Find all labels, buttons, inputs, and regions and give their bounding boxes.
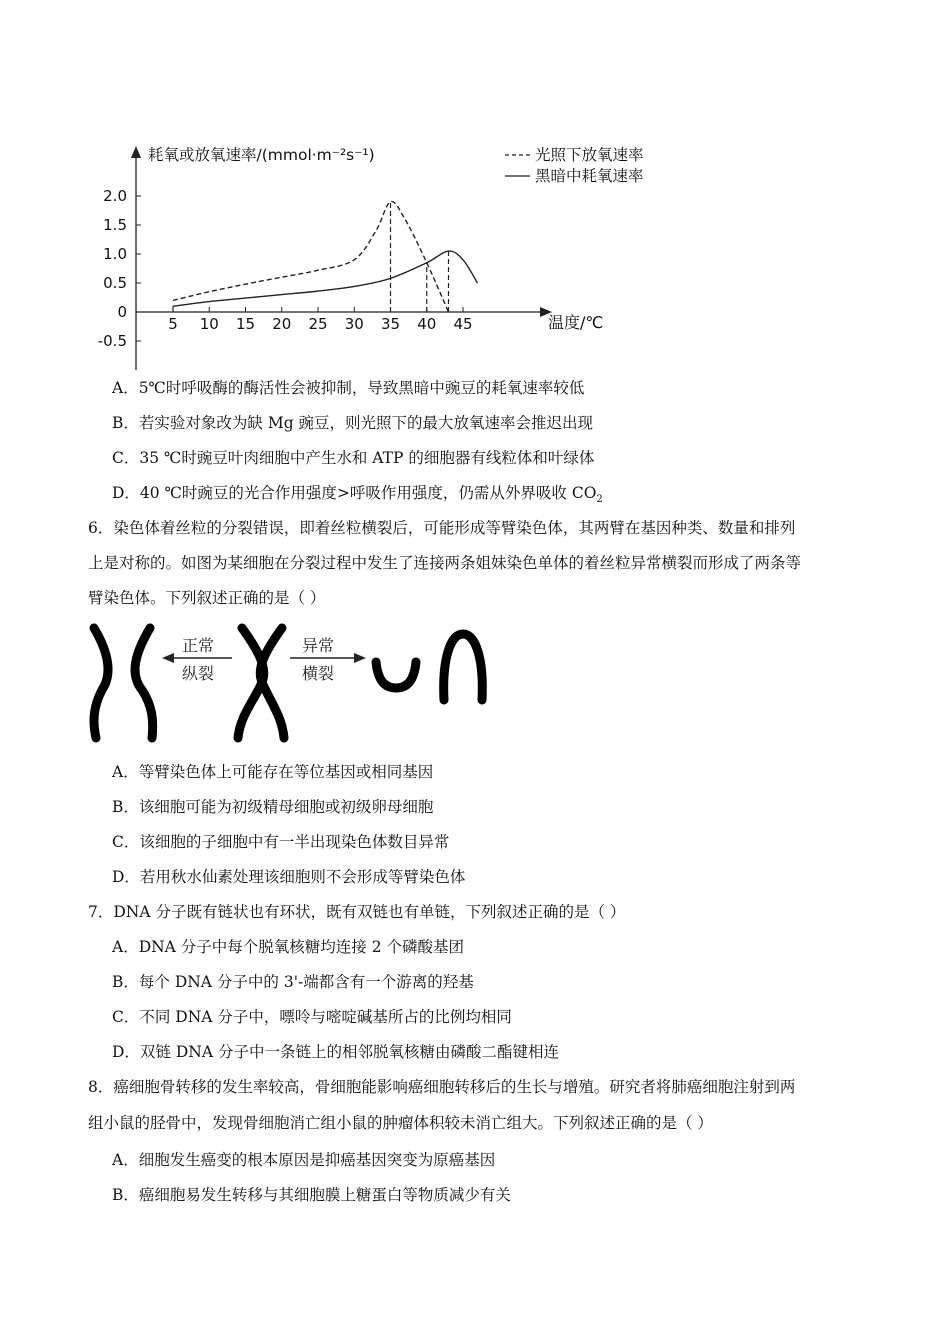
- q6-option-d: D．若用秋水仙素处理该细胞则不会形成等臂染色体: [112, 868, 466, 886]
- q7-option-d: D．双链 DNA 分子中一条链上的相邻脱氧核糖由磷酸二酯键相连: [112, 1043, 559, 1061]
- x-tick-label: 15: [235, 315, 256, 333]
- label-normal-1: 正常: [182, 636, 215, 655]
- y-tick-label: 2.0: [103, 187, 127, 205]
- y-axis-arrow: [131, 146, 141, 158]
- x-tick-label: 25: [308, 315, 328, 333]
- y-tick-label: 1.0: [103, 245, 127, 263]
- q5-option-a: A．5℃时呼吸酶的酶活性会被抑制，导致黑暗中豌豆的耗氧速率较低: [112, 379, 585, 397]
- label-abnormal-1: 异常: [302, 636, 335, 655]
- series-dark-oxygen-consumption: [173, 251, 478, 306]
- q5-option-d: [112, 483, 603, 510]
- y-axis-label: 耗氧或放氧速率/(mmol·m⁻²s⁻¹): [148, 146, 375, 164]
- q7-option-c: C．不同 DNA 分子中，嘌呤与嘧啶碱基所占的比例均相同: [112, 1008, 512, 1026]
- q5-option-d-text: D．40 ℃时豌豆的光合作用强度>呼吸作用强度，仍需从外界吸收 CO: [112, 484, 597, 502]
- legend-entry-light: 光照下放氧速率: [535, 146, 644, 164]
- q8-stem-line2: 组小鼠的胫骨中，发现骨细胞消亡组小鼠的肿瘤体积较未消亡组大。下列叙述正确的是（ ）: [88, 1114, 713, 1132]
- chromatid-left: [94, 628, 108, 738]
- q6-stem-line3: 臂染色体。下列叙述正确的是（ ）: [88, 589, 326, 607]
- q6-stem-line1: 6．染色体着丝粒的分裂错误，即着丝粒横裂后，可能形成等臂染色体，其两臂在基因种类、数量和排列: [88, 519, 796, 537]
- x-tick-label: 30: [344, 315, 364, 333]
- x-tick-label: 45: [453, 315, 473, 333]
- q8-option-a: A．细胞发生癌变的根本原因是抑癌基因突变为原癌基因: [112, 1151, 496, 1169]
- x-tick-label: 20: [272, 315, 292, 333]
- q6-option-b: B．该细胞可能为初级精母细胞或初级卵母细胞: [112, 798, 434, 816]
- temperature-rate-chart: [0, 0, 950, 370]
- x-chromosome-right-arm: [260, 628, 284, 738]
- label-normal-2: 纵裂: [182, 664, 215, 683]
- chromatid-right: [135, 628, 153, 738]
- co2-subscript: 2: [596, 494, 603, 506]
- y-tick-label: 1.5: [103, 216, 127, 234]
- x-tick-label: 35: [380, 315, 401, 333]
- isochromosome-u: [376, 662, 416, 688]
- q7-option-a: A．DNA 分子中每个脱氧核糖均连接 2 个磷酸基团: [112, 938, 465, 956]
- q6-option-a: A．等臂染色体上可能存在等位基因或相同基因: [112, 763, 434, 781]
- q8-stem-line1: 8．癌细胞骨转移的发生率较高，骨细胞能影响癌细胞转移后的生长与增殖。研究者将肺癌细胞注射到两: [88, 1078, 796, 1096]
- q7-stem: 7．DNA 分子既有链状也有环状，既有双链也有单链，下列叙述正确的是（ ）: [88, 903, 626, 921]
- q5-option-b: B．若实验对象改为缺 Mg 豌豆，则光照下的最大放氧速率会推迟出现: [112, 414, 594, 432]
- q8-option-b: B．癌细胞易发生转移与其细胞膜上糖蛋白等物质减少有关: [112, 1186, 511, 1204]
- x-tick-label: 10: [199, 315, 219, 333]
- q6-stem-line2: 上是对称的。如图为某细胞在分裂过程中发生了连接两条姐妹染色单体的着丝粒异常横裂而形成了两条等: [88, 554, 802, 572]
- legend-entry-dark: 黑暗中耗氧速率: [535, 167, 644, 185]
- x-tick-label: 40: [417, 315, 437, 333]
- isochromosome-n: [444, 634, 483, 700]
- chart-legend: [505, 146, 644, 185]
- y-tick-label: 0: [117, 303, 127, 321]
- y-tick-label: 0.5: [103, 274, 127, 292]
- q7-option-b: B．每个 DNA 分子中的 3'-端都含有一个游离的羟基: [112, 973, 474, 991]
- arrow-abnormal-head: [354, 653, 366, 663]
- label-abnormal-2: 横裂: [302, 664, 335, 683]
- x-tick-label: 5: [168, 315, 178, 333]
- y-tick-label: -0.5: [97, 332, 127, 350]
- series-light-oxygen-release: [173, 202, 449, 312]
- arrow-normal-head: [162, 653, 174, 663]
- q5-option-c: C．35 ℃时豌豆叶肉细胞中产生水和 ATP 的细胞器有线粒体和叶绿体: [112, 449, 595, 467]
- chromosome-figure: [80, 620, 500, 745]
- x-axis-label: 温度/℃: [548, 313, 604, 332]
- q6-option-c: C．该细胞的子细胞中有一半出现染色体数目异常: [112, 833, 450, 851]
